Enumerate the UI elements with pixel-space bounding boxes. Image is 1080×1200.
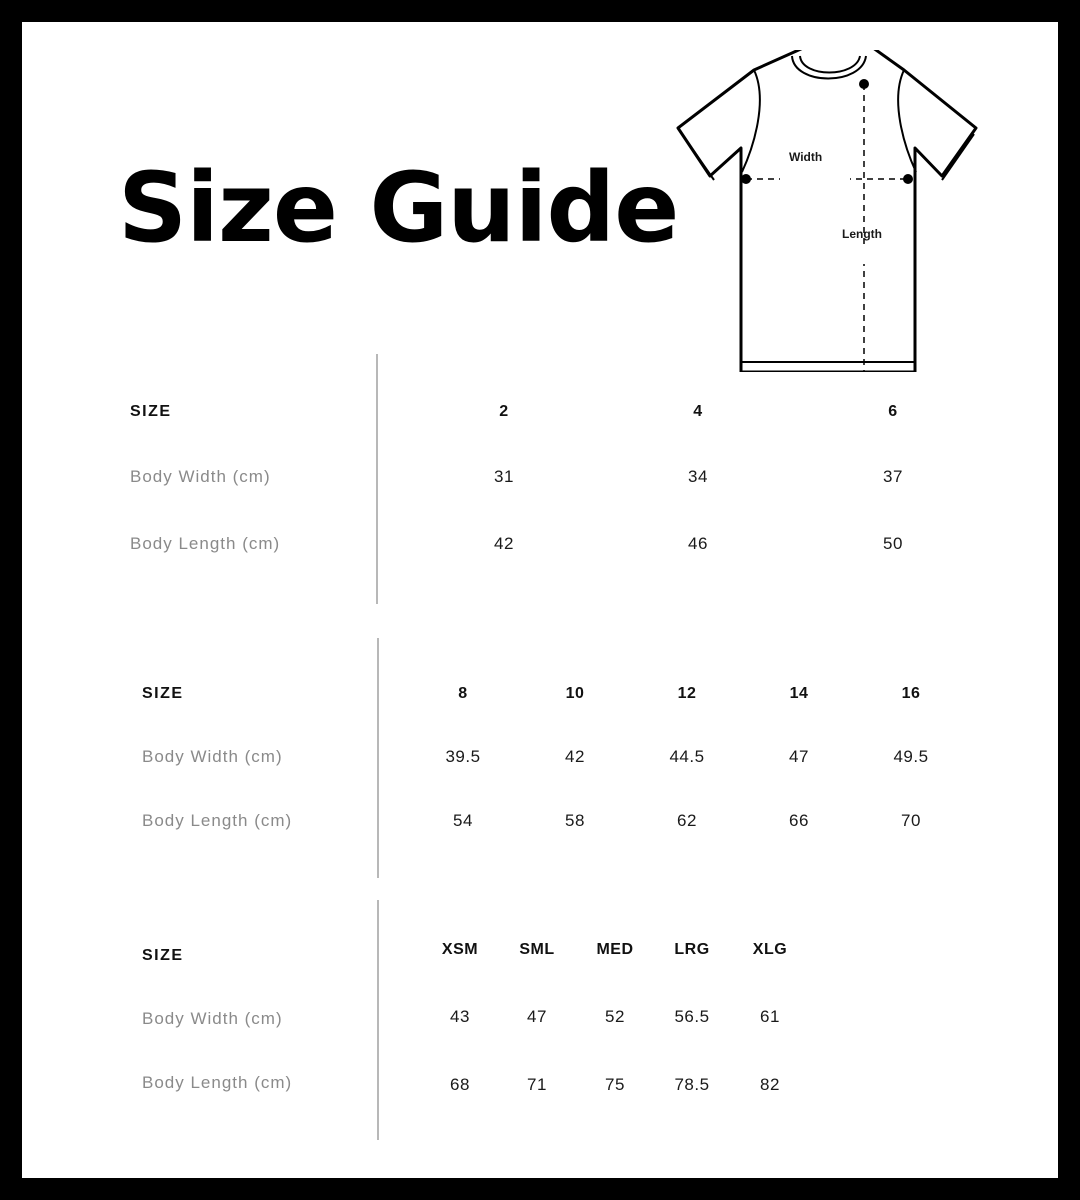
table-2-width-value: 47 (789, 747, 809, 766)
size-guide-sheet (22, 22, 1058, 1178)
diagram-length-label: Length (842, 227, 882, 241)
table-3-size-sml: SML (519, 941, 555, 958)
table-2-length-value: 54 (453, 811, 473, 830)
table-3-width-value: 61 (760, 1007, 780, 1026)
table-1-width-label: Body Width (cm) (130, 467, 271, 486)
table-2-length-value: 62 (677, 811, 697, 830)
table-3-length-label: Body Length (cm) (142, 1073, 293, 1092)
table-1-size-6: 6 (888, 403, 898, 420)
table-2-width-value: 44.5 (669, 747, 705, 766)
table-1-length-value: 42 (494, 534, 514, 553)
table-2-size-12: 12 (677, 685, 697, 702)
diagram-width-label: Width (789, 150, 823, 164)
table-2-length-value: 70 (901, 811, 921, 830)
table-1-length-value: 46 (688, 534, 708, 553)
table-2-width-value: 39.5 (445, 747, 481, 766)
table-3-width-value: 43 (450, 1007, 470, 1026)
tshirt-diagram-icon (676, 50, 982, 372)
table-2-width-label: Body Width (cm) (142, 747, 283, 766)
table-2-size-16: 16 (901, 685, 921, 702)
table-2-size-10: 10 (565, 685, 585, 702)
table-3-divider (377, 900, 379, 1140)
table-3-length-value: 78.5 (674, 1075, 710, 1094)
table-1-size-label: SIZE (130, 403, 172, 420)
table-1-length-value: 50 (883, 534, 903, 553)
table-3-width-value: 52 (605, 1007, 625, 1026)
table-2-divider (377, 638, 379, 878)
table-1-length-label: Body Length (cm) (130, 534, 281, 553)
table-3-length-value: 71 (527, 1075, 547, 1094)
table-1-width-value: 37 (883, 467, 903, 486)
table-2-size-14: 14 (789, 685, 809, 702)
table-1-size-2: 2 (499, 403, 509, 420)
table-1-width-value: 31 (494, 467, 514, 486)
table-3-length-value: 68 (450, 1075, 470, 1094)
table-3-width-label: Body Width (cm) (142, 1009, 283, 1028)
table-1-size-4: 4 (693, 403, 703, 420)
page-title: Size Guide (118, 152, 679, 264)
table-2-size-label: SIZE (142, 685, 184, 702)
table-3-size-label: SIZE (142, 947, 184, 964)
table-2-length-value: 66 (789, 811, 809, 830)
table-2-width-value: 42 (565, 747, 585, 766)
table-1-width-value: 34 (688, 467, 708, 486)
table-1-divider (376, 354, 378, 604)
table-2-size-8: 8 (458, 685, 468, 702)
table-3-size-xlg: XLG (752, 941, 788, 958)
table-3-width-value: 56.5 (674, 1007, 710, 1026)
table-2-width-value: 49.5 (893, 747, 929, 766)
table-2-length-label: Body Length (cm) (142, 811, 293, 830)
table-3-width-value: 47 (527, 1007, 547, 1026)
table-3-size-med: MED (596, 941, 634, 958)
table-3-size-xsm: XSM (441, 941, 479, 958)
table-2-length-value: 58 (565, 811, 585, 830)
table-3-length-value: 82 (760, 1075, 780, 1094)
table-3-length-value: 75 (605, 1075, 625, 1094)
table-3-size-lrg: LRG (674, 941, 710, 958)
